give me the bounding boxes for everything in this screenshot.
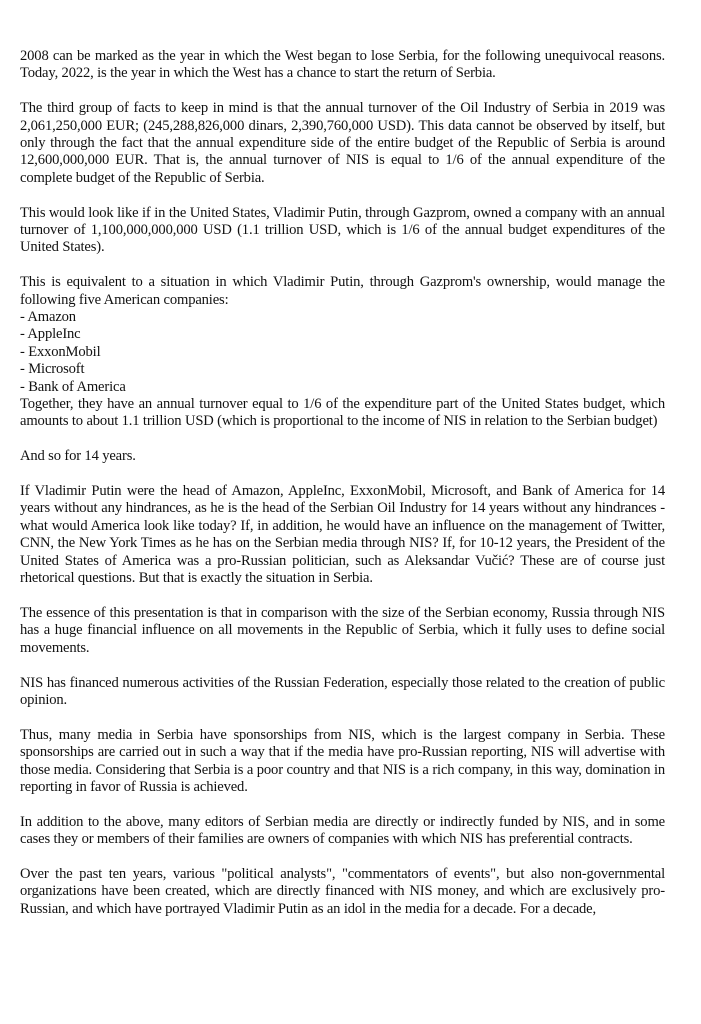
paragraph-intro: 2008 can be marked as the year in which the West began to lose Serbia, for the following unequivocal reasons. Today, 2022, is the year in which the West has a chance to start the return of Serbia. bbox=[20, 48, 665, 82]
paragraph-rhetorical-questions: If Vladimir Putin were the head of Amazon, AppleInc, ExxonMobil, Microsoft, and Bank of America for 14 years without any hindrances, as he is the head of the Serbian Oil Industry for 14 years without any hindrances - what would America look like today? If, in addition, he would have an influence on the management of Twitter, CNN, the New York Times as he has on the Serbian media through NIS? If, for 10-12 years, the President of the United States of America was a pro-Russian politician, such as Aleksandar Vučić? These are of course just rhetorical questions. But that is exactly the situation in Serbia. bbox=[20, 483, 665, 587]
paragraph-fourteen-years: And so for 14 years. bbox=[20, 448, 136, 465]
paragraph-together-turnover: Together, they have an annual turnover equal to 1/6 of the expenditure part of the United States budget, which amounts to about 1.1 trillion USD (which is proportional to the income of NIS in relation to the Serbian budget) bbox=[20, 396, 665, 430]
document-page bbox=[20, 48, 665, 936]
paragraph-essence: The essence of this presentation is that in comparison with the size of the Serbian economy, Russia through NIS has a huge financial influence on all movements in the Republic of Serbia, which it fully uses to define social movements. bbox=[20, 604, 665, 656]
list-item: - Amazon bbox=[20, 309, 76, 326]
paragraph-five-companies: This is equivalent to a situation in which Vladimir Putin, through Gazprom's ownership, would manage the following five American companies: bbox=[20, 274, 665, 308]
paragraph-media-sponsorships: Thus, many media in Serbia have sponsorships from NIS, which is the largest company in Serbia. These sponsorships are carried out in such a way that if the media have pro-Russian reporting, NIS will advertise with those media. Considering that Serbia is a poor country and that NIS is a rich company, in this way, domination in reporting in favor of Russia is achieved. bbox=[20, 726, 665, 795]
paragraph-editors-funded: In addition to the above, many editors of Serbian media are directly or indirectly funded by NIS, and in some cases they or members of their families are owners of companies with which NIS has preferential contracts. bbox=[20, 813, 665, 848]
list-item: - ExxonMobil bbox=[20, 343, 101, 360]
paragraph-oil-industry-turnover: The third group of facts to keep in mind is that the annual turnover of the Oil Industry of Serbia in 2019 was 2,061,250,000 EUR; (245,288,826,000 dinars, 2,390,760,000 USD). This data cannot be observed by itself, but only through the fact that the annual expenditure side of the entire budget of the Republic of Serbia is around 12,600,000,000 EUR. That is, the annual turnover of NIS is equal to 1/6 of the annual expenditure of the complete budget of the Republic of Serbia. bbox=[20, 100, 665, 186]
list-item: - Microsoft bbox=[20, 361, 85, 378]
paragraph-analysts-ngos: Over the past ten years, various "political analysts", "commentators of events", but also non-governmental organizations have been created, which are directly financed with NIS money, and which are exclusively pro-Russian, and which have portrayed Vladimir Putin as an idol in the media for a decade. For a decade, bbox=[20, 865, 665, 917]
paragraph-us-comparison: This would look like if in the United States, Vladimir Putin, through Gazprom, owned a company with an annual turnover of 1,100,000,000,000 USD (1.1 trillion USD, which is 1/6 of the annual budget expenditures of the United States). bbox=[20, 204, 665, 256]
company-list bbox=[20, 309, 665, 396]
list-item: - Bank of America bbox=[20, 378, 126, 395]
list-item: - AppleInc bbox=[20, 326, 81, 343]
paragraph-nis-financed: NIS has financed numerous activities of the Russian Federation, especially those related to the creation of public opinion. bbox=[20, 674, 665, 708]
